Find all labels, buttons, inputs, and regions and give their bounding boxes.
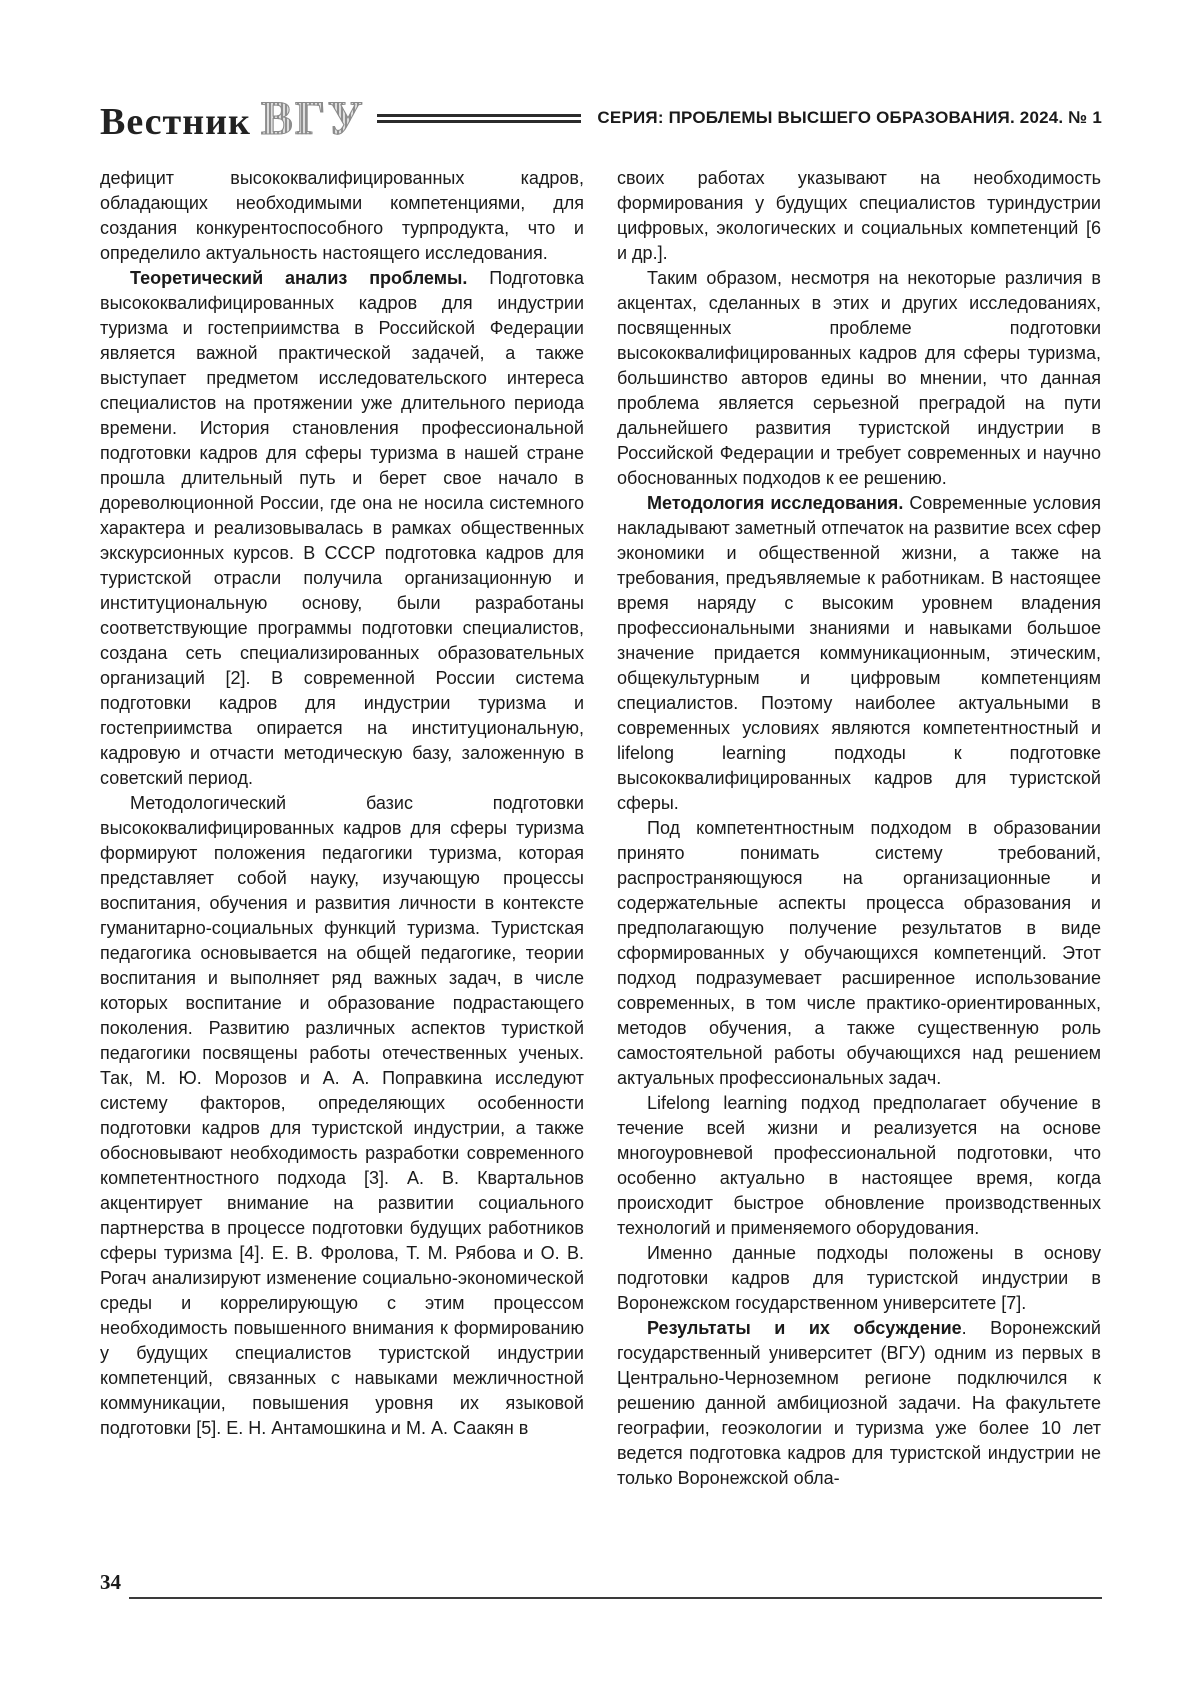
paragraph: Методологический базис подготовки высококвалифицированных кадров для сферы туризма формируют положения педагогики туризма, которая представляет собой науку, изучающую процессы воспитания, обучения и развития личности в контексте гуманитарно-социальных функций туризма. Туристская педагогика основывается на общей педагогике, теории воспитания и выполняет ряд важных задач, в числе которых воспитание и образование подрастающего поколения. Развитию различных аспектов туристкой педагогики посвящены работы отечественных ученых. Так, М. Ю. Морозов и А. А. Поправкина исследуют систему факторов, определяющих особенности подготовки кадров для туристской индустрии, а также обосновывают необходимость разработки современного компетентностного подхода [3]. А. В. Квартальнов акцентирует внимание на развитии социального партнерства в процессе подготовки будущих работников сферы туризма [4]. Е. В. Фролова, Т. М. Рябова и О. В. Рогач анализируют изменение социально-экономической среды и коррелирующую с этим процессом необходимость повышенного внимания к формированию у будущих специалистов туристской индустрии компетенций, связанных с навыками межличностной коммуникации, повышения уровня их языковой подготовки [5]. Е. Н. Антамошкина и М. А. Саакян в (100, 793, 584, 1438)
paragraph: своих работах указывают на необходимость формирования у будущих специалистов туриндустрии цифровых, экологических и социальных компетенций [6 и др.]. (617, 168, 1101, 263)
page-number: 34 (100, 1570, 121, 1594)
paragraph: Теоретический анализ проблемы. Подготовка высококвалифицированных кадров для индустрии туризма и гостеприимства в Российской Федерации является важной практической задачей, а также выступает предметом исследовательского интереса специалистов на протяжении уже длительного периода времени. История становления профессиональной подготовки кадров для сферы туризма в нашей стране прошла длительный путь и берет свое начало в дореволюционной России, где она не носила системного характера и реализовывалась в рамках общественных экскурсионных курсов. В СССР подготовка кадров для туристской отрасли получила организационную и институциональную основу, были разработаны соответствующие программы подготовки специалистов, создана сеть специализированных образовательных организаций [2]. В современной России система подготовки кадров для индустрии туризма и гостеприимства опирается на институциональную, кадровую и отчасти методическую базу, заложенную в советский период. (100, 268, 584, 788)
paragraph: Lifelong learning подход предполагает обучение в течение всей жизни и реализуется на основе многоуровневой профессиональной подготовки, что особенно актуально в настоящее время, когда происходит быстрое обновление производственных технологий и применяемого оборудования. (617, 1093, 1101, 1238)
paragraph: дефицит высококвалифицированных кадров, обладающих необходимыми компетенциями, для создания конкурентоспособного турпродукта, что и определило актуальность настоящего исследования. (100, 168, 584, 263)
paragraph: Результаты и их обсуждение. Воронежский государственный университет (ВГУ) одним из первых в Центрально-Черноземном регионе подключился к решению данной амбициозной задачи. На факультете географии, геоэкологии и туризма уже более 10 лет ведется подготовка кадров для туристской индустрии не только Воронежской обла- (617, 1318, 1101, 1488)
series-title: СЕРИЯ: ПРОБЛЕМЫ ВЫСШЕГО ОБРАЗОВАНИЯ. 2024. № 1 (597, 108, 1102, 127)
paragraph: Именно данные подходы положены в основу подготовки кадров для туристской индустрии в Воронежском государственном университете [7]. (617, 1243, 1101, 1313)
paragraph: Методология исследования. Современные условия накладывают заметный отпечаток на развитие всех сфер экономики и общественной жизни, а также на требования, предъявляемые к работникам. В настоящее время наряду с высоким уровнем владения профессиональными знаниями и навыками большое значение придается коммуникационным, этическим, общекультурным и цифровым компетенциям специалистов. Поэтому наиболее актуальными в современных условиях являются компетентностный и lifelong learning подходы к подготовке высококвалифицированных кадров для туристской сферы. (617, 493, 1101, 813)
section-heading: Теоретический анализ проблемы. (130, 268, 468, 288)
footer-rule (129, 1597, 1102, 1599)
section-heading: Результаты и их обсуждение (647, 1318, 962, 1338)
journal-logo (100, 91, 365, 146)
page-header (100, 92, 1102, 144)
section-heading: Методология исследования. (647, 493, 904, 513)
page-footer (100, 1572, 1102, 1593)
journal-logo-acronym: ВГУ (260, 91, 365, 145)
paragraph: Под компетентностным подходом в образовании принято понимать систему требований, распространяющуюся на организационные и содержательные аспекты процесса образования и предполагающую получение результатов в виде сформированных у обучающихся компетенций. Этот подход подразумевает расширенное использование современных, в том числе практико-ориентированных, методов обучения, а также существенную роль самостоятельной работы обучающихся над решением актуальных профессиональных задач. (617, 818, 1101, 1088)
column-right (617, 166, 1101, 1491)
article-body (100, 166, 1102, 1491)
paragraph: Таким образом, несмотря на некоторые различия в акцентах, сделанных в этих и других исследованиях, посвященных проблеме подготовки высококвалифицированных кадров для сферы туризма, большинство авторов едины во мнении, что данная проблема является серьезной преградой на пути дальнейшего развития туристской индустрии в Российской Федерации и требует современных и научно обоснованных подходов к ее решению. (617, 268, 1101, 488)
header-double-rule (377, 114, 582, 123)
column-left (100, 166, 584, 1491)
journal-logo-name: Вестник (100, 100, 251, 143)
